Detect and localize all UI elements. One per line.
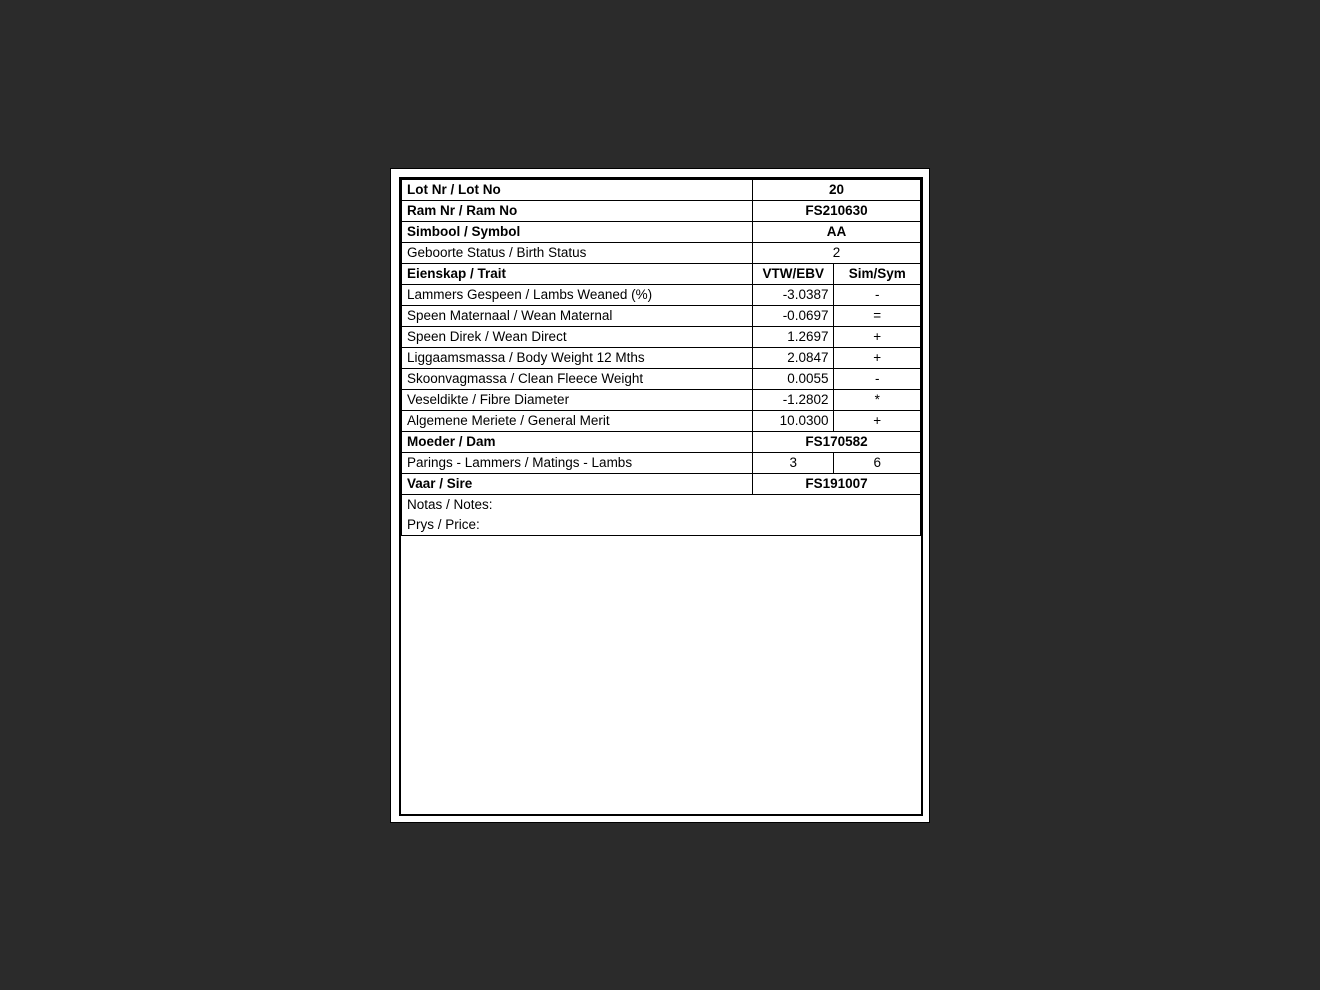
trait-value: -3.0387 [753,285,834,306]
trait-header-label: Eienskap / Trait [402,264,753,285]
trait-value: 0.0055 [753,369,834,390]
trait-symbol: + [834,411,921,432]
table-row [402,306,921,327]
trait-symbol: - [834,369,921,390]
trait-value: 2.0847 [753,348,834,369]
trait-header-value-col: VTW/EBV [753,264,834,285]
table-row-lot [402,180,921,201]
table-row [402,411,921,432]
symbol-value: AA [753,222,921,243]
lot-value: 20 [753,180,921,201]
table-row-dam [402,432,921,453]
ram-info-card [399,177,923,816]
table-row-price [402,515,921,536]
trait-symbol: * [834,390,921,411]
table-row-matings [402,453,921,474]
table-row-birth-status [402,243,921,264]
trait-label: Lammers Gespeen / Lambs Weaned (%) [402,285,753,306]
matings-value: 3 [753,453,834,474]
table-row-sire [402,474,921,495]
ram-details-table [401,179,921,536]
trait-value: -1.2802 [753,390,834,411]
trait-label: Skoonvagmassa / Clean Fleece Weight [402,369,753,390]
trait-value: -0.0697 [753,306,834,327]
birth-status-label: Geboorte Status / Birth Status [402,243,753,264]
price-label: Prys / Price: [402,515,921,536]
trait-value: 10.0300 [753,411,834,432]
trait-symbol: + [834,327,921,348]
trait-label: Algemene Meriete / General Merit [402,411,753,432]
trait-symbol: = [834,306,921,327]
trait-symbol: + [834,348,921,369]
table-row [402,348,921,369]
birth-status-value: 2 [753,243,921,264]
notes-label: Notas / Notes: [402,495,921,516]
table-row-symbol [402,222,921,243]
dam-value: FS170582 [753,432,921,453]
table-row [402,285,921,306]
sire-label: Vaar / Sire [402,474,753,495]
ram-value: FS210630 [753,201,921,222]
trait-label: Speen Direk / Wean Direct [402,327,753,348]
table-row-notes [402,495,921,516]
trait-label: Liggaamsmassa / Body Weight 12 Mths [402,348,753,369]
table-row [402,390,921,411]
lambs-value: 6 [834,453,921,474]
matings-label: Parings - Lammers / Matings - Lambs [402,453,753,474]
table-row-ram [402,201,921,222]
symbol-label: Simbool / Symbol [402,222,753,243]
trait-value: 1.2697 [753,327,834,348]
trait-header-symbol-col: Sim/Sym [834,264,921,285]
trait-symbol: - [834,285,921,306]
sire-value: FS191007 [753,474,921,495]
dam-label: Moeder / Dam [402,432,753,453]
table-row [402,369,921,390]
ram-label: Ram Nr / Ram No [402,201,753,222]
document-page [390,168,930,823]
trait-label: Speen Maternaal / Wean Maternal [402,306,753,327]
table-row [402,327,921,348]
table-header-traits [402,264,921,285]
lot-label: Lot Nr / Lot No [402,180,753,201]
trait-label: Veseldikte / Fibre Diameter [402,390,753,411]
